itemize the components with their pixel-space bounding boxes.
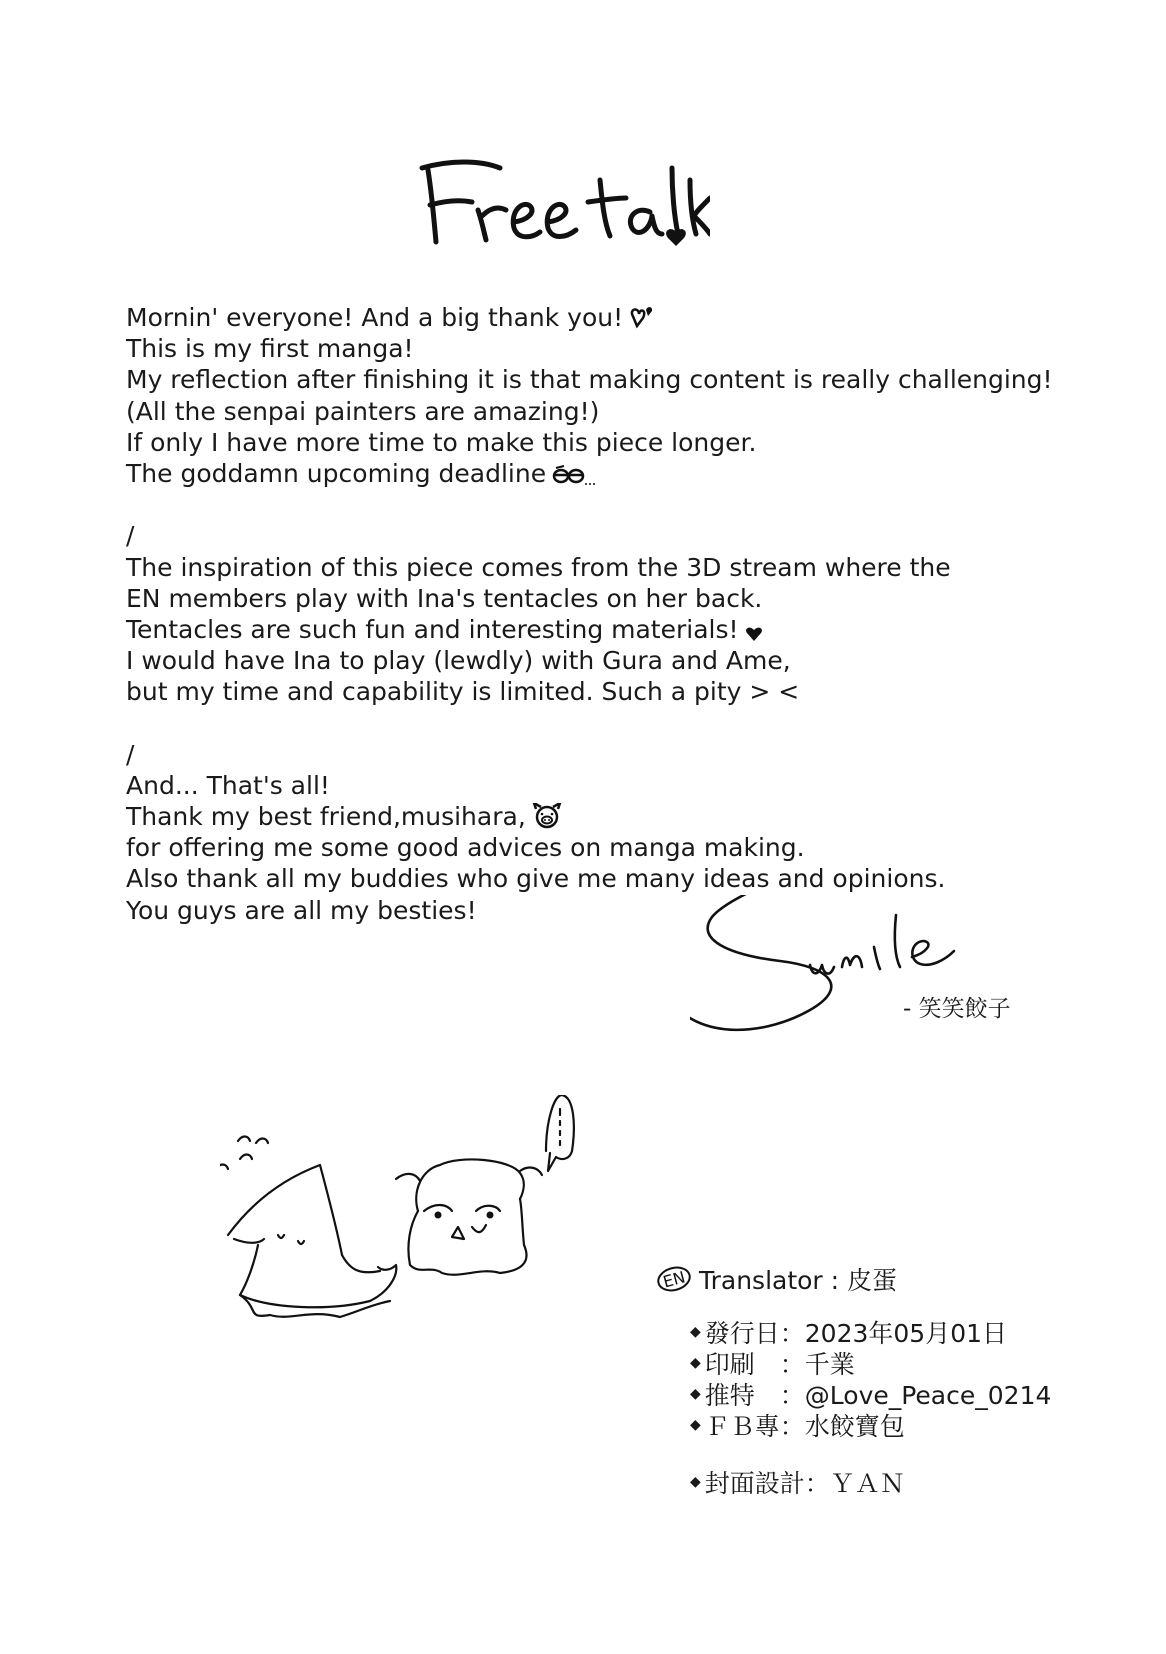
translator-credit: Translator : 皮蛋 (699, 1266, 898, 1295)
title-handwritten (410, 150, 710, 260)
heart-icon (745, 626, 763, 642)
pig-face-icon (532, 803, 562, 829)
body-line: but my time and capability is limited. Such a pity > < (126, 677, 800, 707)
diamond-bullet-icon: ◆ (690, 1416, 701, 1433)
body-line: (All the senpai painters are amazing!) (126, 396, 600, 426)
signature-name: - 笑笑餃子 (903, 996, 1011, 1022)
body-line: Mornin' everyone! And a big thank you! (126, 302, 1046, 333)
diamond-bullet-icon: ◆ (690, 1354, 701, 1371)
body-line: for offering me some good advices on manga making. (126, 833, 805, 863)
credit-list (690, 1316, 1051, 1497)
separator: / (126, 521, 135, 551)
diamond-bullet-icon: ◆ (690, 1323, 701, 1340)
body-line: EN members play with Ina's tentacles on her back. (126, 583, 763, 613)
body-line: The goddamn upcoming deadline (126, 458, 1046, 489)
body-line: Tentacles are such fun and interesting materials! (126, 614, 1046, 645)
credits-block (661, 1258, 1052, 1498)
body-line: Thank my best friend,musihara, (126, 801, 1046, 832)
credit-row-facebook: ◆ ＦＢ專：水餃寶包 (690, 1411, 905, 1441)
diamond-bullet-icon: ◆ (690, 1385, 701, 1402)
diamond-bullet-icon: ◆ (690, 1473, 701, 1490)
en-badge-icon (655, 1264, 693, 1294)
credit-row-cover-design: ◆ 封面設計：ＹＡＮ (690, 1468, 905, 1498)
body-line: I would have Ina to play (lewdly) with Gura and Ame, (126, 646, 791, 676)
body-line: If only I have more time to make this piece longer. (126, 427, 757, 457)
body-line: The inspiration of this piece comes from the 3D stream where the (126, 552, 951, 582)
separator: / (126, 739, 135, 769)
en-badge-text: EN (661, 1267, 688, 1292)
credit-row-printer: ◆ 印刷 ：千業 (690, 1349, 855, 1379)
free-talk-body (126, 302, 1053, 926)
body-line: This is my first manga! (126, 334, 414, 364)
body-line: Also thank all my buddies who give me many ideas and opinions. (126, 864, 946, 894)
eyes-doodle-icon (552, 464, 598, 486)
translator-row (655, 1258, 1051, 1300)
body-line: My reflection after finishing it is that making content is really challenging! (126, 365, 1053, 395)
heart-doodle-icon (629, 306, 655, 330)
credit-row-twitter: ◆ 推特 ：@Love_Peace_0214 (690, 1380, 1052, 1410)
body-line: You guys are all my besties! (126, 895, 477, 925)
mascot-illustration (220, 1095, 620, 1385)
signature-script (690, 895, 1030, 1055)
body-line: And... That's all! (126, 770, 330, 800)
credit-row-release-date: ◆ 發行日：2023年05月01日 (690, 1318, 1008, 1348)
